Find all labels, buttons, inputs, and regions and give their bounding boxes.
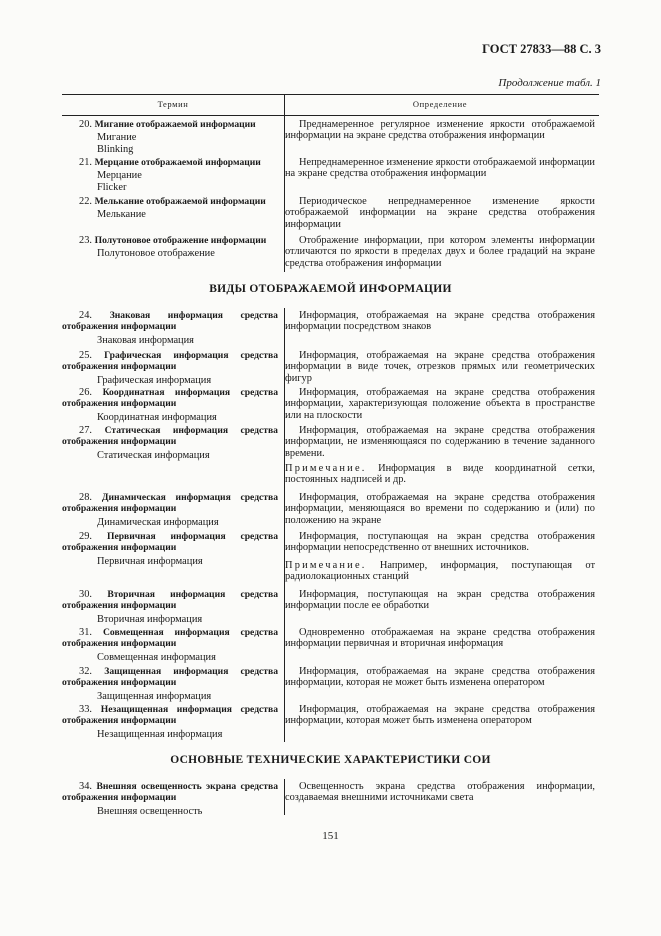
term-synonym: Динамическая информация (97, 516, 219, 528)
term-synonym: Мигание (97, 132, 137, 144)
term-number: 26. (79, 387, 92, 398)
term-number: 28. (79, 492, 92, 503)
term-number: 27. (79, 425, 92, 436)
term-synonym: Защищенная информация (97, 690, 212, 702)
definition-text: Информация, поступающая на экран средства отображения информации непосредственно от внешних источников. (285, 531, 595, 554)
term-cell (62, 492, 278, 528)
page-number: 151 (322, 830, 339, 842)
term-name: Незащищенная информация средства отображения информации (62, 704, 278, 727)
section-heading-characteristics: ОСНОВНЫЕ ТЕХНИЧЕСКИЕ ХАРАКТЕРИСТИКИ СОИ (170, 754, 491, 766)
term-cell (62, 589, 278, 625)
term-synonym: Координатная информация (97, 411, 217, 423)
section-heading-types: ВИДЫ ОТОБРАЖАЕМОЙ ИНФОРМАЦИИ (209, 283, 452, 295)
term-synonym: Blinking (97, 143, 134, 155)
term-cell (62, 196, 278, 221)
note-label: Примечание. (285, 463, 367, 474)
term-number: 21. (79, 157, 92, 168)
term-name: Защищенная информация средства отображения информации (62, 666, 278, 689)
term-number: 33. (79, 704, 92, 715)
definition-cell (285, 492, 595, 526)
term-name: Статическая информация средства отображения информации (62, 425, 278, 448)
term-number: 30. (79, 589, 92, 600)
term-name: Динамическая информация средства отображения информации (62, 492, 278, 515)
term-cell (62, 627, 278, 663)
term-cell (62, 387, 278, 423)
definition-cell (285, 235, 595, 269)
definition-text: Отображение информации, при котором элементы информации отличаются по яркости в пределах двух и более градаций на экране средства отображения информации (285, 235, 595, 269)
term-number: 22. (79, 196, 92, 207)
term-synonym: Незащищенная информация (97, 728, 223, 740)
term-synonym: Графическая информация (97, 374, 212, 386)
definition-text: Информация, отображаемая на экране средства отображения информации, характеризующая положение объекта в пространстве или на плоскости (285, 387, 595, 421)
term-name: Мелькание отображаемой информации (94, 196, 266, 207)
definition-text: Информация, отображаемая на экране средства отображения информации, которая не может быть изменена оператором (285, 666, 595, 689)
term-synonym: Первичная информация (97, 555, 203, 567)
term-number: 32. (79, 666, 92, 677)
term-cell (62, 235, 278, 260)
term-cell (62, 666, 278, 702)
column-header-definition: Определение (412, 99, 468, 109)
term-synonym: Полутоновое отображение (97, 248, 215, 260)
definition-cell (285, 119, 595, 142)
term-synonym: Мерцание (97, 170, 142, 182)
definition-cell (285, 196, 595, 230)
note-label: Примечание. (285, 560, 367, 571)
definition-cell (285, 781, 595, 804)
term-cell (62, 531, 278, 567)
definition-text: Информация, отображаемая на экране средства отображения информации в виде точек, отрезков прямых или геометрических фигур (285, 350, 595, 384)
definition-cell (285, 387, 595, 421)
term-synonym: Flicker (97, 181, 127, 193)
definition-text: Информация, отображаемая на экране средства отображения информации, меняющаяся во времени по содержанию и (или) по положению на экране (285, 492, 595, 526)
term-name: Вторичная информация средства отображения информации (62, 589, 278, 612)
definition-text: Информация, отображаемая на экране средства отображения информации, которая может быть изменена оператором (285, 704, 595, 727)
definition-cell (285, 425, 595, 459)
term-name: Мерцание отображаемой информации (94, 157, 261, 168)
definition-cell (285, 310, 595, 333)
definition-text: Информация, отображаемая на экране средства отображения информации посредством знаков (285, 310, 595, 333)
definition-text: Преднамеренное регулярное изменение яркости отображаемой информации на экране средства отображения информации (285, 119, 595, 142)
definition-cell (285, 531, 595, 554)
definition-cell (285, 704, 595, 727)
term-number: 23. (79, 235, 92, 246)
note-text: Информация в виде координатной сетки, постоянных надписей и др. (285, 463, 595, 486)
definition-note (285, 560, 595, 583)
term-number: 34. (79, 781, 92, 792)
term-name: Первичная информация средства отображения информации (62, 531, 278, 554)
definition-cell (285, 627, 595, 650)
term-cell (62, 704, 278, 740)
definition-text: Одновременно отображаемая на экране средства отображения информации первичная и вторичная информация (285, 627, 595, 650)
term-cell (62, 119, 278, 155)
term-cell (62, 310, 278, 346)
note-text: Например, информация, поступающая от радиолокационных станций (285, 560, 595, 583)
term-name: Знаковая информация средства отображения информации (62, 310, 278, 333)
definition-cell (285, 157, 595, 180)
term-number: 29. (79, 531, 92, 542)
definition-cell (285, 666, 595, 689)
term-cell (62, 157, 278, 193)
table-continuation-label: Продолжение табл. 1 (498, 77, 601, 89)
term-number: 25. (79, 350, 92, 361)
term-cell (62, 350, 278, 386)
definition-note (285, 463, 595, 486)
term-name: Мигание отображаемой информации (94, 119, 256, 130)
term-synonym: Знаковая информация (97, 334, 194, 346)
term-name: Полутоновое отображение информации (94, 235, 267, 246)
header-column-divider (284, 94, 285, 115)
definition-text: Информация, поступающая на экран средства отображения информации после ее обработки (285, 589, 595, 612)
standard-header: ГОСТ 27833—88 С. 3 (482, 42, 601, 56)
header-bottom-rule (62, 115, 599, 116)
table-top-rule (62, 94, 599, 95)
term-name: Внешняя освещенность экрана средства отображения информации (62, 781, 278, 804)
definition-cell (285, 350, 595, 384)
term-cell (62, 425, 278, 461)
term-number: 31. (79, 627, 92, 638)
term-name: Совмещенная информация средства отображения информации (62, 627, 278, 650)
term-cell (62, 781, 278, 817)
definition-text: Освещенность экрана средства отображения информации, создаваемая внешними источниками света (285, 781, 595, 804)
definition-text: Периодическое непреднамеренное изменение яркости отображаемой информации на экране средства отображения информации (285, 196, 595, 230)
term-synonym: Внешняя освещенность (97, 805, 203, 817)
term-synonym: Статическая информация (97, 449, 210, 461)
definition-text: Информация, отображаемая на экране средства отображения информации, не изменяющаяся по содержанию в течение заданного времени. (285, 425, 595, 459)
term-synonym: Совмещенная информация (97, 651, 216, 663)
term-synonym: Вторичная информация (97, 613, 203, 625)
definition-cell (285, 589, 595, 612)
term-number: 20. (79, 119, 92, 130)
term-name: Графическая информация средства отображения информации (62, 350, 278, 373)
term-synonym: Мелькание (97, 209, 146, 221)
term-name: Координатная информация средства отображения информации (62, 387, 278, 410)
definition-text: Непреднамеренное изменение яркости отображаемой информации на экране средства отображения информации (285, 157, 595, 180)
term-number: 24. (79, 310, 92, 321)
column-header-term: Термин (157, 99, 189, 109)
